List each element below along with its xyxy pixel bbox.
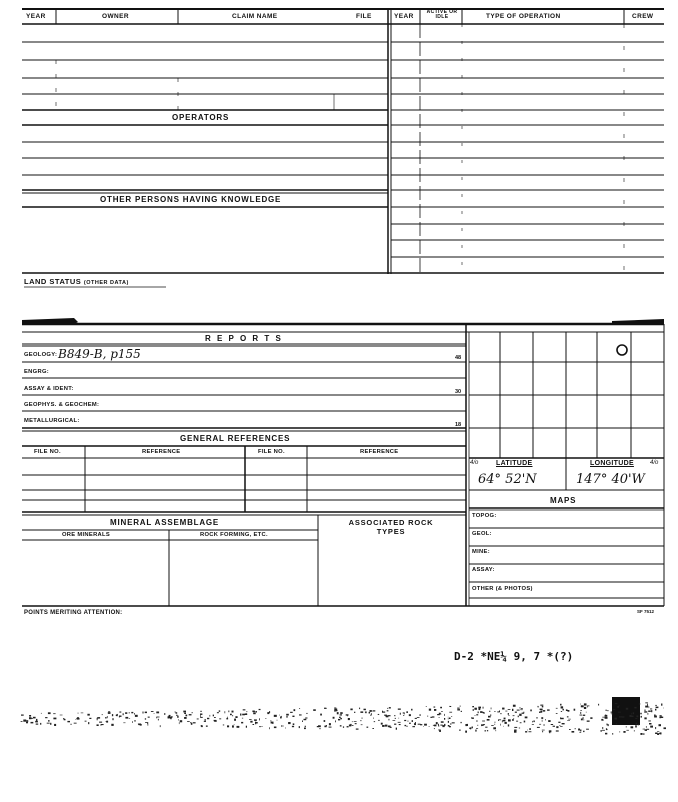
geology-code: 48 xyxy=(455,355,462,361)
general-references-heading: GENERAL REFERENCES xyxy=(180,434,291,443)
ore-minerals-label: ORE MINERALS xyxy=(62,532,111,538)
associated-rock-types-heading: ASSOCIATED ROCK TYPES xyxy=(348,518,434,536)
col-year-2: YEAR xyxy=(394,13,414,20)
gr-reference-2: REFERENCE xyxy=(360,449,399,455)
lat-prefix: 4/o xyxy=(470,460,479,466)
geology-value: B849-B, p155 xyxy=(58,347,141,361)
maps-heading: MAPS xyxy=(550,496,577,505)
metallurgical-label: METALLURGICAL: xyxy=(24,418,80,424)
form-number: SF 7512 xyxy=(637,609,655,614)
geology-label: GEOLOGY: xyxy=(24,352,58,358)
col-active-idle: ACTIVE OR IDLE xyxy=(426,9,458,20)
maps-mine: MINE: xyxy=(472,549,490,555)
col-owner: OWNER xyxy=(102,13,129,20)
col-file: FILE xyxy=(356,13,372,20)
assay-label: ASSAY & IDENT: xyxy=(24,386,74,392)
gr-file-no-1: FILE NO. xyxy=(34,449,61,455)
col-type-of-operation: TYPE OF OPERATION xyxy=(486,13,561,20)
longitude-value: 147° 40'W xyxy=(576,472,645,487)
latitude-label: LATITUDE xyxy=(496,460,533,467)
land-status-label: LAND STATUS xyxy=(24,277,82,286)
reports-heading: R E P O R T S xyxy=(205,334,283,343)
land-status-sub: (OTHER DATA) xyxy=(83,280,129,286)
maps-geol: GEOL: xyxy=(472,531,492,537)
operators-heading: OPERATORS xyxy=(172,113,230,122)
col-year: YEAR xyxy=(26,13,46,20)
points-meriting-attention: POINTS MERITING ATTENTION: xyxy=(24,610,123,616)
gr-file-no-2: FILE NO. xyxy=(258,449,285,455)
mineral-assemblage-heading: MINERAL ASSEMBLAGE xyxy=(110,518,220,527)
land-status-heading xyxy=(24,277,129,286)
other-persons-heading: OTHER PERSONS HAVING KNOWLEDGE xyxy=(100,195,282,204)
gr-reference-1: REFERENCE xyxy=(142,449,181,455)
col-claim-name: CLAIM NAME xyxy=(232,13,278,20)
assay-code: 30 xyxy=(455,389,462,395)
geophys-label: GEOPHYS. & GEOCHEM: xyxy=(24,402,100,408)
latitude-value: 64° 52'N xyxy=(478,472,537,487)
typed-location-note: D-2 *NE¼ 9, 7 *(?) xyxy=(454,650,574,663)
col-crew: CREW xyxy=(632,13,654,20)
metallurgical-code: 18 xyxy=(455,422,462,428)
longitude-label: LONGITUDE xyxy=(590,460,634,467)
rock-forming-label: ROCK FORMING, ETC. xyxy=(200,532,268,538)
maps-other: OTHER (& PHOTOS) xyxy=(472,586,533,592)
lon-suffix: 4/o xyxy=(650,460,659,466)
maps-topog: TOPOG: xyxy=(472,513,497,519)
maps-assay: ASSAY: xyxy=(472,567,495,573)
engrg-label: ENGRG: xyxy=(24,369,49,375)
